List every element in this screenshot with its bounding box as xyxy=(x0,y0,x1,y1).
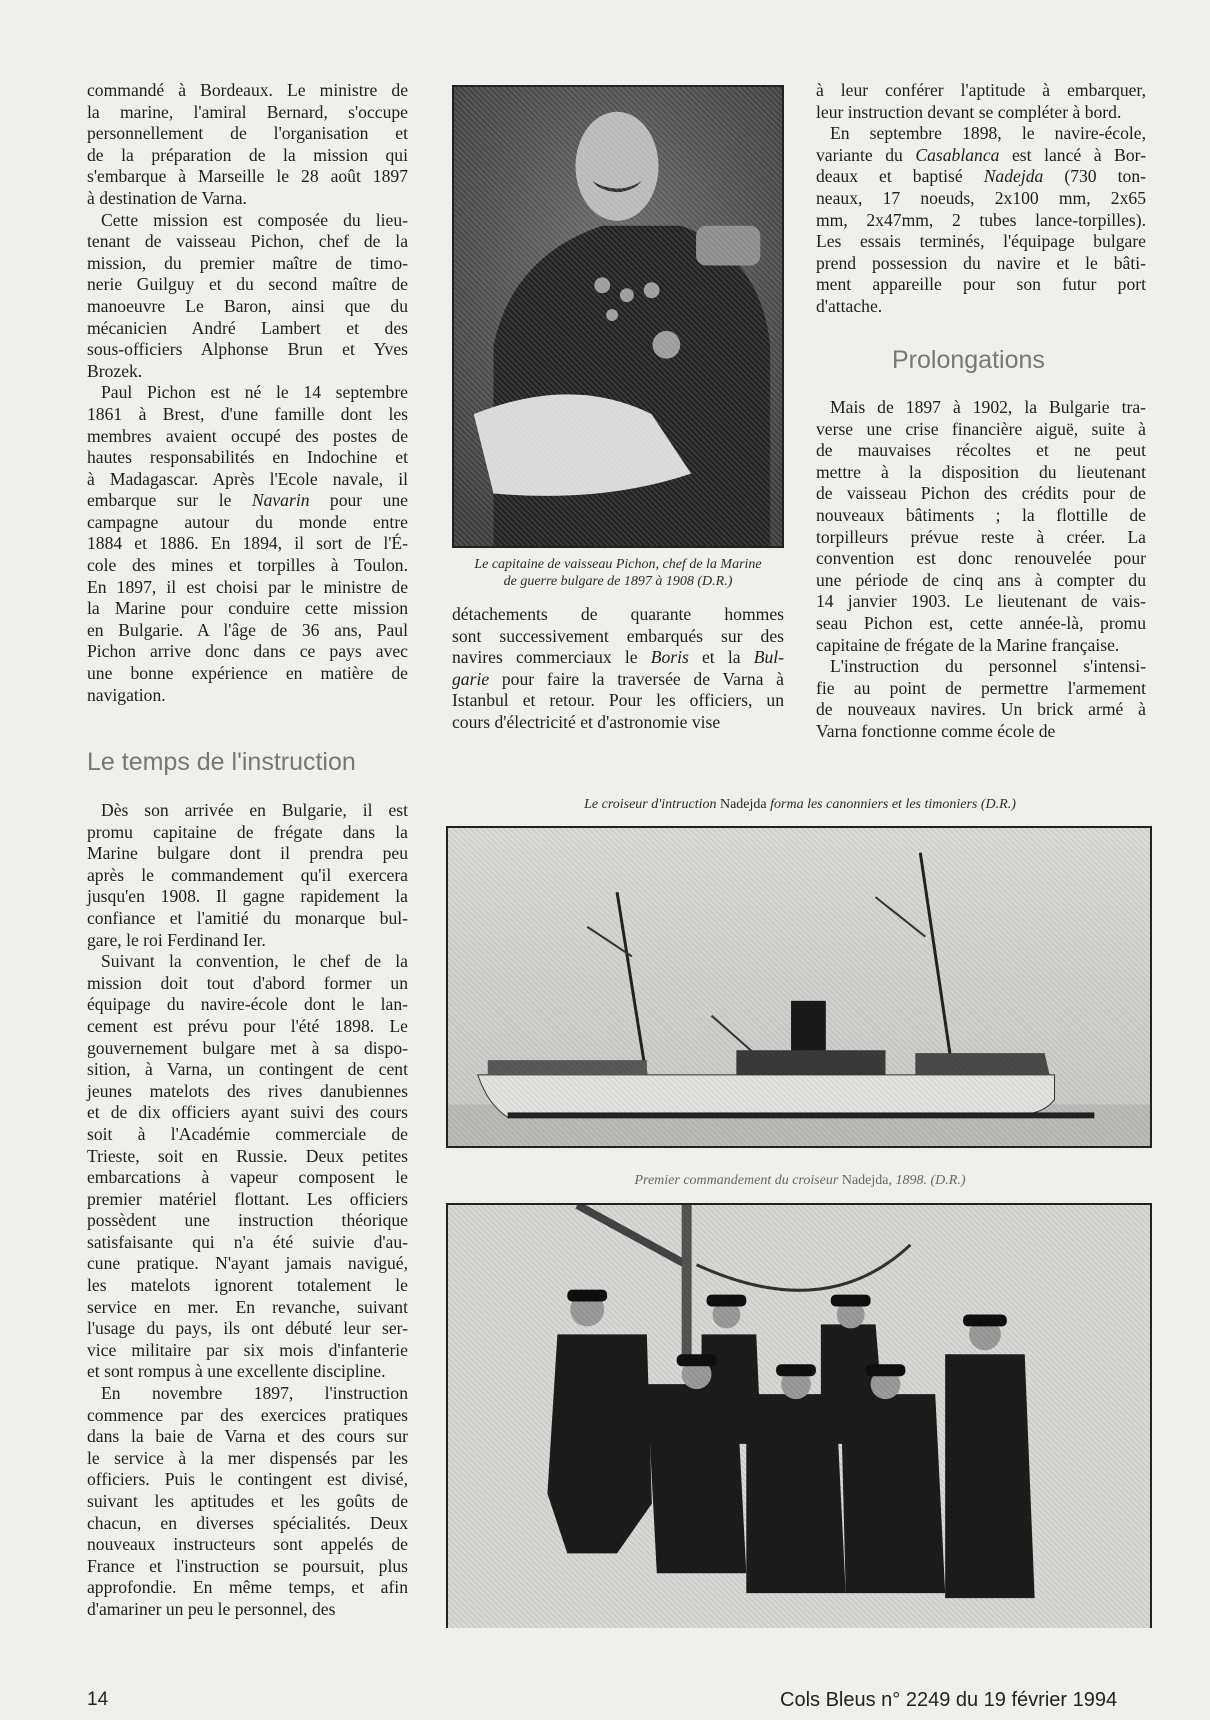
text-line: Pichon arrive donc dans ce pays avec xyxy=(87,641,408,662)
text-line: Brozek. xyxy=(87,360,143,381)
text-line: embarcations à vapeur composent le xyxy=(87,1167,408,1188)
text-line: manoeuvre Le Baron, ainsi que du xyxy=(87,295,408,316)
text-line: navires commerciaux le Boris et la Bul- xyxy=(452,647,784,668)
text-line: seau Pichon est, cette année-là, promu xyxy=(816,612,1146,633)
column-2 xyxy=(452,604,784,734)
text-line: de nouveaux navires. Un brick armé à xyxy=(816,699,1146,720)
text-line: après le commandement qu'il exercera xyxy=(87,864,408,885)
text-line: Cette mission est composée du lieu- xyxy=(101,209,408,230)
text-line: s'embarque à Marseille le 28 août 1897 xyxy=(87,166,408,187)
text-line: soit à l'Académie commerciale de xyxy=(87,1123,408,1144)
paragraph xyxy=(816,397,1146,656)
text-line: ment appareille pour son futur port xyxy=(816,274,1146,295)
caption-ship-name: Nadejda xyxy=(719,797,767,812)
text-line: et sont rompus à une excellente discipline. xyxy=(87,1361,386,1382)
text-line: fie au point de permettre l'armement xyxy=(816,677,1146,698)
text-line: France et l'instruction se poursuit, plus xyxy=(87,1555,408,1576)
text-line: Marine bulgare dont il prendra peu xyxy=(87,843,408,864)
paragraph xyxy=(87,800,408,951)
text-line: l'usage du pays, ils ont débuté leur ser- xyxy=(87,1318,408,1339)
text-line: possèdent une instruction théorique xyxy=(87,1210,408,1231)
text-line: variante du Casablanca est lancé à Bor- xyxy=(816,144,1146,165)
text-line: Mais de 1897 à 1902, la Bulgarie tra- xyxy=(830,397,1146,417)
text-line: convention est donc renouvelée pour xyxy=(816,548,1146,569)
text-line: jeunes matelots des rives danubiennes xyxy=(87,1080,408,1101)
text-line: mission doit tout d'abord former un xyxy=(87,972,408,993)
text-line: une bonne expérience en matière de xyxy=(87,663,408,684)
text-line: verse une crise financière aiguë, suite à xyxy=(816,418,1146,439)
text-line: chacun, en diverses spécialités. Deux xyxy=(87,1512,408,1533)
paragraph xyxy=(452,604,784,734)
caption-text: Premier commandement du croiseur xyxy=(634,1173,842,1188)
text-line: à destination de Varna. xyxy=(87,187,247,208)
section-heading: Prolongations xyxy=(892,346,1045,374)
column-1 xyxy=(87,80,408,706)
text-line: hautes responsabilités en Indochine et xyxy=(87,447,408,468)
text-line: la Marine pour conduire cette mission xyxy=(87,598,408,619)
caption-ship-name: Nadejda xyxy=(841,1173,889,1188)
text-line: satisfaisante qui n'a été suivie d'au- xyxy=(87,1231,408,1252)
text-line: L'instruction du personnel s'intensi- xyxy=(830,656,1146,677)
text-line: Paul Pichon est né le 14 septembre xyxy=(101,382,408,403)
text-line: le service à la mer dispensés par les xyxy=(87,1447,408,1468)
text-line: Trieste, soit en Russie. Deux petites xyxy=(87,1145,408,1166)
text-line: mission, du premier maître de timo- xyxy=(87,252,408,273)
text-line: membres avaient occupé des postes de xyxy=(87,425,408,446)
text-line: suivant les aptitudes et les goûts de xyxy=(87,1491,408,1511)
text-line: vice militaire par six mois d'infanterie xyxy=(87,1339,408,1360)
text-line: tenant de vaisseau Pichon, chef de la xyxy=(87,231,408,252)
text-line: d'attache. xyxy=(816,295,883,316)
column-3-continued xyxy=(816,397,1146,743)
paragraph xyxy=(87,1383,408,1621)
text-line: Istanbul et retour. Pour les officiers, un xyxy=(452,690,784,711)
text-line: cement est prévu pour l'été 1898. Le xyxy=(87,1015,408,1036)
caption-text: forma les canonniers et les timoniers (D.R.) xyxy=(766,797,1016,812)
text-line: Les essais terminés, l'équipage bulgare xyxy=(816,231,1146,252)
caption-line: de guerre bulgare de 1897 à 1908 (D.R.) xyxy=(503,574,733,589)
portrait-caption xyxy=(445,556,791,590)
text-line: 1884 et 1886. En 1894, il sort de l'É- xyxy=(87,533,408,554)
text-line: approfondie. En même temps, et afin xyxy=(87,1577,408,1598)
text-line: de mauvaises récoltes et ne peut xyxy=(816,440,1146,461)
paragraph xyxy=(87,80,408,210)
text-line: sous-officiers Alphonse Brun et Yves xyxy=(87,339,408,360)
paragraph xyxy=(87,951,408,1383)
text-line: équipage du navire-école dont le lan- xyxy=(87,994,408,1015)
text-line: les matelots ignorent totalement le xyxy=(87,1275,408,1296)
ship-caption-top xyxy=(445,796,1155,813)
text-line: Varna fonctionne comme école de xyxy=(816,720,1056,741)
caption-text: Le croiseur d'intruction xyxy=(584,797,720,812)
text-line: En novembre 1897, l'instruction xyxy=(101,1383,408,1404)
officers-image xyxy=(448,1205,1150,1628)
text-line: garie pour faire la traversée de Varna à xyxy=(452,668,784,689)
text-line: promu capitaine de frégate dans la xyxy=(87,821,408,842)
text-line: dans la baie de Varna et des cours sur xyxy=(87,1426,408,1447)
paragraph xyxy=(87,210,408,383)
text-line: En septembre 1898, le navire-école, xyxy=(830,123,1146,144)
paragraph xyxy=(87,382,408,706)
column-1-continued xyxy=(87,800,408,1621)
text-line: gare, le roi Ferdinand Ier. xyxy=(87,929,266,950)
publication-footer: Cols Bleus n° 2249 du 19 février 1994 xyxy=(780,1689,1118,1711)
text-line: nerie Guilguy et du second maître de xyxy=(87,274,408,295)
text-line: torpilleurs prévue reste à créer. La xyxy=(816,526,1146,547)
text-line: en Bulgarie. A l'âge de 36 ans, Paul xyxy=(87,619,408,640)
text-line: leur instruction devant se compléter à bord. xyxy=(816,101,1122,122)
text-line: 1861 à Brest, d'une famille dont les xyxy=(87,403,408,424)
column-3 xyxy=(816,80,1146,318)
text-line: commence par des exercices pratiques xyxy=(87,1404,408,1425)
text-line: prend possession du navire et le bâti- xyxy=(816,252,1146,273)
text-line: commandé à Bordeaux. Le ministre de xyxy=(87,80,408,100)
text-line: sition, à Varna, un contingent de cent xyxy=(87,1059,408,1080)
portrait-photo xyxy=(452,85,784,548)
text-line: confiance et l'amitié du monarque bul- xyxy=(87,907,408,928)
caption-text: , 1898. (D.R.) xyxy=(888,1173,966,1188)
text-line: une période de cinq ans à compter du xyxy=(816,569,1146,590)
text-line: En 1897, il est choisi par le ministre de xyxy=(87,576,408,597)
ship-caption-bottom xyxy=(445,1172,1155,1189)
paragraph xyxy=(816,123,1146,317)
officers-photo xyxy=(446,1203,1152,1628)
text-line: cune pratique. N'ayant jamais navigué, xyxy=(87,1253,408,1274)
portrait-image xyxy=(454,87,782,546)
text-line: neaux, 17 noeuds, 2x100 mm, 2x65 xyxy=(816,187,1146,208)
text-line: mettre à la disposition du lieutenant xyxy=(816,461,1146,482)
text-line: nouveaux instructeurs sont appelés de xyxy=(87,1534,408,1555)
ship-photo xyxy=(446,826,1152,1148)
text-line: la marine, l'amiral Bernard, s'occupe xyxy=(87,101,408,122)
text-line: d'amariner un peu le personnel, des xyxy=(87,1598,336,1619)
text-line: premier matériel flottant. Les officiers xyxy=(87,1188,408,1209)
text-line: cours d'électricité et d'astronomie vise xyxy=(452,711,721,732)
text-line: personnellement de l'organisation et xyxy=(87,123,408,144)
text-line: et de dix officiers ayant suivi des cours xyxy=(87,1102,408,1123)
page-number: 14 xyxy=(87,1689,109,1710)
paragraph xyxy=(816,656,1146,742)
text-line: embarque sur le Navarin pour une xyxy=(87,490,408,511)
text-line: à leur conférer l'aptitude à embarquer, xyxy=(816,80,1146,100)
text-line: gouvernement bulgare met à sa dispo- xyxy=(87,1037,408,1058)
text-line: service en mer. En revanche, suivant xyxy=(87,1296,408,1317)
text-line: navigation. xyxy=(87,684,166,705)
ship-image xyxy=(448,828,1150,1146)
text-line: Suivant la convention, le chef de la xyxy=(101,951,408,972)
section-heading: Le temps de l'instruction xyxy=(87,748,356,776)
text-line: deaux et baptisé Nadejda (730 ton- xyxy=(816,166,1146,187)
text-line: sont successivement embarqués sur des xyxy=(452,625,784,646)
text-line: 14 janvier 1903. Le lieutenant de vais- xyxy=(816,591,1146,612)
text-line: détachements de quarante hommes xyxy=(452,604,784,624)
text-line: de la préparation de la mission qui xyxy=(87,144,408,165)
text-line: officiers. Puis le contingent est divisé, xyxy=(87,1469,408,1490)
text-line: mm, 2x47mm, 2 tubes lance-torpilles). xyxy=(816,209,1146,230)
caption-line: Le capitaine de vaisseau Pichon, chef de la Marine xyxy=(474,557,762,572)
text-line: à Madagascar. Après l'Ecole navale, il xyxy=(87,468,408,489)
text-line: cole des mines et torpilles à Toulon. xyxy=(87,555,408,576)
text-line: nouveaux bâtiments ; la flottille de xyxy=(816,504,1146,525)
paragraph xyxy=(816,80,1146,123)
text-line: de vaisseau Pichon des crédits pour de xyxy=(816,483,1146,504)
text-line: campagne autour du monde entre xyxy=(87,511,408,532)
text-line: mécanicien André Lambert et des xyxy=(87,317,408,338)
text-line: Dès son arrivée en Bulgarie, il est xyxy=(101,800,408,820)
text-line: jusqu'en 1908. Il gagne rapidement la xyxy=(87,886,408,907)
text-line: capitaine de frégate de la Marine française. xyxy=(816,634,1120,655)
